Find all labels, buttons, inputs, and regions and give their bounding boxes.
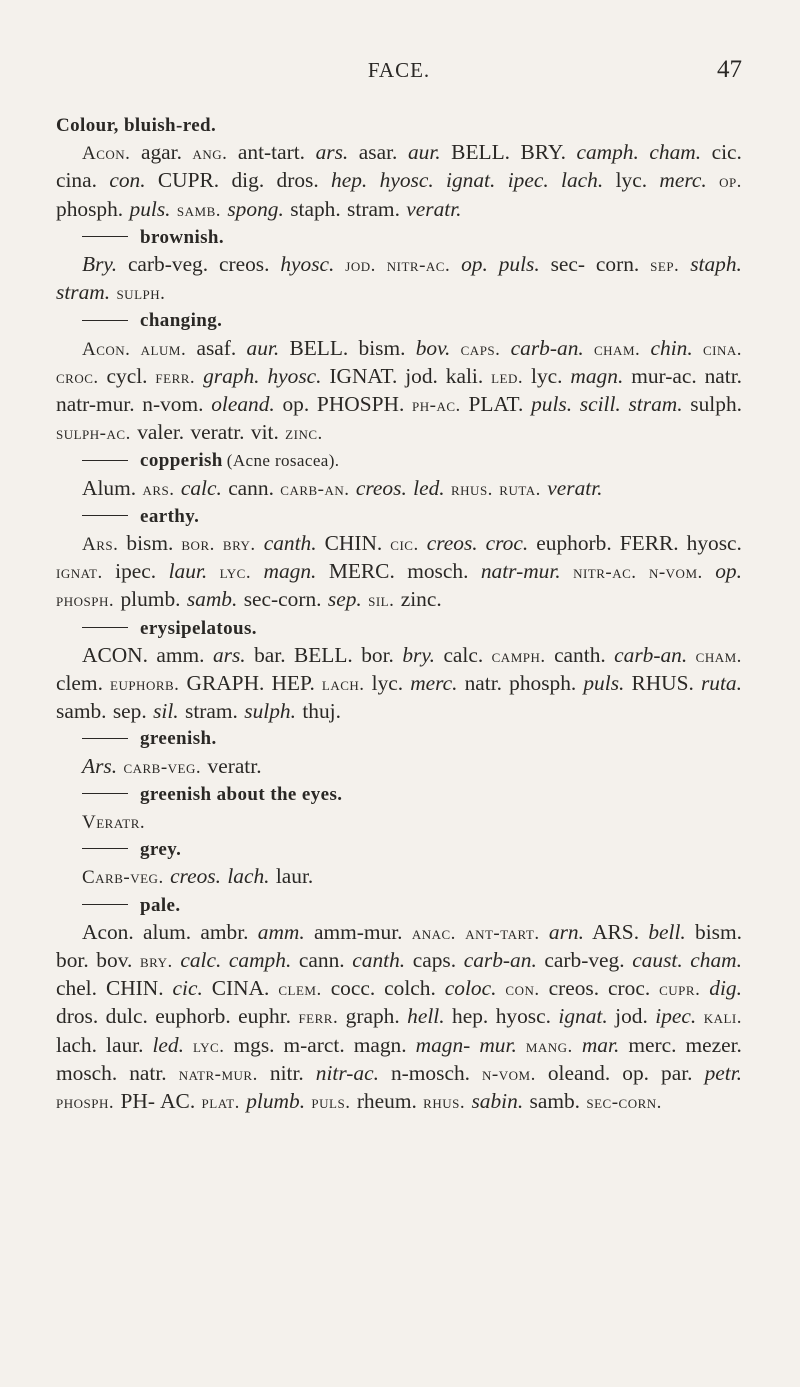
remedy-name: kali.: [445, 363, 484, 388]
remedy-name: veratr.: [207, 753, 262, 778]
rubric-heading-text: changing.: [140, 310, 223, 332]
page-header: [56, 58, 742, 98]
remedy-name: ignat.: [446, 168, 496, 193]
remedy-name: ant-tart.: [465, 922, 540, 944]
remedy-name: anac.: [411, 922, 456, 944]
remedy-name: op.: [622, 1060, 650, 1085]
remedy-name: par.: [661, 1060, 693, 1085]
rubric-section: [56, 615, 742, 726]
remedy-name: CHIN.: [324, 530, 383, 555]
remedy-name: BELL.: [451, 140, 510, 165]
remedy-name: bell.: [648, 919, 686, 944]
remedy-name: staph.: [690, 251, 742, 276]
remedy-name: euphr.: [238, 1004, 292, 1029]
remedy-name: carb-veg.: [544, 947, 625, 972]
remedy-name: n-vom.: [482, 1063, 536, 1085]
remedy-name: Acon.: [82, 338, 131, 360]
remedy-name: phosph.: [56, 590, 115, 612]
remedy-name: croc.: [485, 530, 529, 555]
remedy-name: carb-an.: [510, 335, 584, 360]
remedy-name: plumb.: [246, 1088, 306, 1113]
remedy-name: lach.: [561, 168, 604, 193]
repertory-text: [56, 112, 742, 1116]
remedy-name: asar.: [358, 140, 398, 165]
remedy-name: veratr.: [190, 420, 245, 445]
remedy-name: jod.: [345, 254, 376, 276]
remedy-name: Ars.: [82, 533, 119, 555]
remedy-name: jod.: [615, 1004, 648, 1029]
remedy-name: petr.: [704, 1060, 742, 1085]
rubric-note: (Acne rosacea).: [226, 451, 340, 471]
remedy-name: bor.: [361, 642, 394, 667]
remedy-name: sulph.: [116, 283, 166, 305]
remedy-name: scill.: [579, 391, 621, 416]
remedy-name: spong.: [227, 196, 284, 221]
remedy-name: mosch.: [407, 559, 469, 584]
remedy-name: carb-an.: [614, 642, 688, 667]
remedy-name: FERR.: [619, 530, 679, 555]
remedy-name: hyosc.: [267, 363, 322, 388]
remedy-name: puls.: [583, 670, 625, 695]
remedy-name: amm-mur.: [314, 919, 403, 944]
remedy-name: lach.: [321, 673, 365, 695]
remedy-name: carb-an.: [280, 478, 350, 500]
remedy-name: Ars.: [82, 753, 118, 778]
remedy-name: stram.: [628, 391, 683, 416]
remedy-name: carb-veg.: [123, 756, 202, 778]
remedy-name: canth.: [263, 530, 317, 555]
rubric-heading: [56, 892, 742, 919]
remedy-name: samb.: [176, 199, 221, 221]
remedy-name: laur.: [168, 559, 208, 584]
remedy-name: camph.: [576, 140, 639, 165]
remedy-name: caps.: [412, 947, 457, 972]
remedy-name: calc.: [180, 947, 222, 972]
remedy-name: lach.: [56, 1032, 97, 1057]
remedy-name: bar.: [254, 642, 286, 667]
remedy-name: CINA.: [211, 976, 270, 1001]
remedy-name: hyosc.: [686, 530, 742, 555]
remedy-name: hyosc.: [495, 1004, 551, 1029]
remedy-name: staph.: [290, 196, 341, 221]
remedy-name: hep.: [331, 168, 368, 193]
remedy-name: creos.: [355, 475, 407, 500]
remedy-name: hyosc.: [379, 168, 434, 193]
remedy-name: caust.: [632, 947, 683, 972]
remedy-name: rheum.: [356, 1088, 417, 1113]
remedy-name: n-mosch.: [390, 1060, 470, 1085]
remedy-list: [56, 530, 742, 615]
remedy-name: magn.: [263, 559, 317, 584]
remedy-name: bov.: [96, 947, 133, 972]
remedy-name: PH-: [120, 1088, 155, 1113]
remedy-name: chel.: [56, 976, 97, 1001]
rubric-heading-text: earthy.: [140, 505, 200, 527]
remedy-name: cic.: [390, 533, 419, 555]
rubric-section: [56, 503, 742, 615]
remedy-name: ph-ac.: [412, 394, 461, 416]
remedy-name: bism.: [695, 919, 742, 944]
rubric-heading: [56, 112, 742, 139]
remedy-name: oleand.: [211, 391, 275, 416]
rubric-heading: [56, 307, 742, 334]
remedy-name: kali.: [703, 1007, 743, 1029]
remedy-name: cic.: [711, 140, 742, 165]
remedy-list: [56, 808, 742, 836]
remedy-list: [56, 863, 742, 891]
remedy-name: ang.: [192, 143, 228, 165]
remedy-name: mgs.: [233, 1032, 275, 1057]
remedy-list: [56, 251, 742, 307]
remedy-name: bor.: [181, 533, 215, 555]
remedy-name: amm.: [257, 919, 305, 944]
rubric-section: [56, 725, 742, 780]
remedy-name: mur-ac.: [631, 363, 697, 388]
running-title: FACE.: [367, 58, 431, 82]
remedy-name: BELL.: [293, 642, 353, 667]
remedy-name: samb.: [56, 699, 107, 724]
remedy-name: rhus.: [451, 478, 493, 500]
remedy-name: agar.: [140, 140, 182, 165]
remedy-name: natr-mur.: [480, 559, 561, 584]
rubric-heading: [56, 615, 742, 642]
remedy-name: canth.: [352, 947, 406, 972]
remedy-name: dros.: [276, 168, 319, 193]
remedy-name: zinc.: [285, 423, 323, 445]
remedy-name: hell.: [407, 1004, 445, 1029]
rubric-heading-text: erysipelatous.: [140, 617, 257, 639]
remedy-name: n-vom.: [648, 562, 703, 584]
remedy-name: corn.: [595, 251, 640, 276]
remedy-name: Acon.: [82, 919, 134, 944]
remedy-name: mang.: [525, 1035, 573, 1057]
remedy-name: led.: [491, 366, 524, 388]
remedy-name: Acon.: [82, 143, 131, 165]
remedy-name: nitr-ac.: [386, 254, 451, 276]
remedy-name: euphorb.: [536, 530, 612, 555]
remedy-name: dulc.: [105, 1004, 148, 1029]
rubric-heading-text: brownish.: [140, 226, 225, 248]
remedy-name: magn.: [570, 363, 624, 388]
remedy-name: oleand.: [547, 1060, 611, 1085]
remedy-name: cham.: [690, 947, 742, 972]
remedy-name: ACON.: [82, 642, 148, 667]
rubric-section: [56, 112, 742, 224]
rubric-heading: [56, 224, 742, 251]
remedy-name: ant-tart.: [237, 140, 306, 165]
rubric-heading-text: greenish.: [140, 728, 217, 750]
remedy-name: cocc.: [330, 976, 376, 1001]
remedy-name: merc.: [628, 1032, 677, 1057]
remedy-name: led.: [152, 1032, 184, 1057]
remedy-name: ferr.: [155, 366, 196, 388]
rubric-heading-text: greenish about the eyes.: [140, 783, 343, 805]
remedy-name: ignat.: [558, 1004, 608, 1029]
remedy-name: laur.: [106, 1032, 144, 1057]
remedy-name: op.: [461, 251, 488, 276]
remedy-list: [56, 335, 742, 448]
remedy-name: lyc.: [219, 562, 252, 584]
remedy-name: cina.: [702, 338, 742, 360]
remedy-name: alum.: [140, 338, 187, 360]
remedy-name: sec-: [550, 251, 586, 276]
remedy-name: calc.: [180, 475, 222, 500]
rubric-heading: [56, 781, 742, 808]
remedy-name: puls.: [311, 1091, 351, 1113]
remedy-name: natr.: [464, 670, 503, 695]
remedy-name: sep.: [650, 254, 680, 276]
remedy-name: ipec.: [115, 559, 157, 584]
remedy-name: coloc.: [444, 976, 497, 1001]
remedy-name: cham.: [695, 645, 742, 667]
remedy-name: colch.: [384, 976, 436, 1001]
remedy-name: sec-corn.: [243, 587, 322, 612]
remedy-name: stram.: [185, 699, 238, 724]
remedy-name: samb.: [529, 1088, 581, 1113]
remedy-name: ignat.: [56, 562, 103, 584]
remedy-name: HEP.: [271, 670, 315, 695]
remedy-name: camph.: [228, 947, 292, 972]
remedy-name: thuj.: [302, 699, 341, 724]
remedy-name: ferr.: [298, 1007, 339, 1029]
remedy-name: carb-an.: [463, 947, 537, 972]
remedy-name: CHIN.: [105, 976, 164, 1001]
remedy-name: Bry.: [82, 251, 118, 276]
remedy-name: stram.: [56, 280, 111, 305]
remedy-name: mur.: [479, 1032, 517, 1057]
rubric-section: [56, 892, 742, 1117]
remedy-name: Alum.: [82, 475, 137, 500]
remedy-list: [56, 642, 742, 726]
remedy-list: [56, 475, 742, 503]
remedy-name: bism.: [126, 530, 174, 555]
rubric-heading: [56, 836, 742, 863]
remedy-name: lyc.: [615, 168, 648, 193]
remedy-name: sep.: [112, 699, 147, 724]
remedy-name: euphorb.: [155, 1004, 231, 1029]
remedy-name: led.: [413, 475, 445, 500]
remedy-name: arn.: [548, 919, 584, 944]
rubric-heading-text: pale.: [140, 894, 181, 916]
remedy-name: bov.: [415, 335, 451, 360]
remedy-name: PHOSPH.: [316, 391, 405, 416]
remedy-name: phosph.: [509, 670, 577, 695]
remedy-name: alum.: [142, 919, 192, 944]
rubric-section: [56, 781, 742, 836]
remedy-name: vit.: [250, 420, 279, 445]
remedy-name: mosch.: [56, 1060, 118, 1085]
remedy-name: sabin.: [471, 1088, 524, 1113]
rubric-heading: [56, 503, 742, 530]
remedy-name: GRAPH.: [186, 670, 265, 695]
remedy-name: cann.: [298, 947, 345, 972]
remedy-name: mar.: [581, 1032, 620, 1057]
remedy-name: phosph.: [56, 196, 124, 221]
remedy-name: samb.: [186, 587, 238, 612]
remedy-name: sec-corn.: [586, 1091, 662, 1113]
remedy-name: camph.: [491, 645, 546, 667]
remedy-name: IGNAT.: [329, 363, 398, 388]
remedy-name: plat.: [201, 1091, 240, 1113]
remedy-name: euphorb.: [110, 673, 180, 695]
remedy-name: merc.: [659, 168, 707, 193]
remedy-name: MERC.: [328, 559, 395, 584]
remedy-name: veratr.: [406, 196, 462, 221]
remedy-name: hyosc.: [280, 251, 335, 276]
remedy-name: con.: [109, 168, 146, 193]
remedy-name: plumb.: [120, 587, 181, 612]
remedy-name: ARS.: [592, 919, 640, 944]
remedy-name: clem.: [56, 670, 103, 695]
remedy-name: phosph.: [56, 1091, 115, 1113]
remedy-name: ars.: [315, 140, 349, 165]
remedy-name: cann.: [228, 475, 274, 500]
remedy-name: BELL.: [289, 335, 349, 360]
remedy-name: AC.: [160, 1088, 196, 1113]
remedy-name: creos.: [170, 864, 221, 889]
remedy-name: nitr.: [269, 1060, 304, 1085]
remedy-list: [56, 139, 742, 224]
remedy-name: amm.: [156, 642, 205, 667]
remedy-name: magn-: [415, 1032, 471, 1057]
remedy-name: ars.: [212, 642, 246, 667]
rubric-heading-text: Colour, bluish-red.: [56, 115, 217, 136]
remedy-name: croc.: [608, 976, 651, 1001]
remedy-name: dig.: [231, 168, 265, 193]
rubric-section: [56, 224, 742, 308]
remedy-name: op.: [719, 171, 742, 193]
remedy-name: puls.: [129, 196, 171, 221]
remedy-name: cupr.: [659, 979, 701, 1001]
remedy-name: asaf.: [196, 335, 237, 360]
remedy-name: dig.: [709, 976, 742, 1001]
remedy-name: ambr.: [200, 919, 249, 944]
remedy-list: [56, 919, 742, 1116]
remedy-name: sulph.: [244, 699, 296, 724]
remedy-name: calc.: [443, 642, 484, 667]
remedy-name: veratr.: [547, 475, 603, 500]
remedy-name: creos.: [426, 530, 478, 555]
remedy-name: cina.: [56, 168, 97, 193]
remedy-name: natr-mur.: [56, 391, 135, 416]
remedy-name: creos.: [218, 251, 270, 276]
remedy-name: natr.: [704, 363, 743, 388]
remedy-name: nitr-ac.: [573, 562, 637, 584]
remedy-name: natr-mur.: [178, 1063, 258, 1085]
remedy-name: RHUS.: [631, 670, 694, 695]
remedy-name: Veratr.: [82, 811, 146, 833]
remedy-name: PLAT.: [468, 391, 524, 416]
remedy-name: carb-veg.: [127, 251, 209, 276]
remedy-name: stram.: [347, 196, 400, 221]
remedy-name: croc.: [56, 366, 99, 388]
remedy-name: Carb-veg.: [82, 867, 164, 889]
remedy-name: con.: [505, 979, 540, 1001]
remedy-name: caps.: [460, 338, 501, 360]
remedy-name: natr.: [129, 1060, 167, 1085]
remedy-name: sil.: [368, 590, 395, 612]
remedy-name: rhus.: [423, 1091, 466, 1113]
remedy-name: cic.: [172, 976, 203, 1001]
remedy-name: bry.: [222, 533, 256, 555]
remedy-name: bry.: [402, 642, 436, 667]
remedy-name: zinc.: [400, 587, 442, 612]
remedy-name: puls.: [531, 391, 573, 416]
rubric-section: [56, 836, 742, 891]
remedy-name: bry.: [139, 950, 173, 972]
remedy-name: n-vom.: [142, 391, 204, 416]
remedy-name: sil.: [153, 699, 179, 724]
remedy-name: canth.: [554, 642, 606, 667]
remedy-name: graph.: [203, 363, 260, 388]
remedy-name: sep.: [327, 587, 362, 612]
remedy-name: clem.: [278, 979, 322, 1001]
remedy-name: aur.: [246, 335, 280, 360]
rubric-heading: [56, 447, 742, 474]
remedy-name: hep.: [452, 1004, 489, 1029]
remedy-name: bism.: [358, 335, 406, 360]
rubric-section: [56, 307, 742, 447]
remedy-name: laur.: [275, 864, 314, 889]
remedy-name: lyc.: [371, 670, 404, 695]
remedy-name: nitr-ac.: [315, 1060, 379, 1085]
rubric-heading-text: grey.: [140, 839, 182, 861]
remedy-name: cycl.: [106, 363, 148, 388]
remedy-name: dros.: [56, 1004, 99, 1029]
remedy-name: ipec.: [655, 1004, 697, 1029]
remedy-name: CUPR.: [157, 168, 220, 193]
remedy-name: sulph.: [690, 391, 742, 416]
page-number: 47: [717, 56, 742, 83]
remedy-name: op.: [715, 559, 742, 584]
remedy-name: aur.: [407, 140, 441, 165]
remedy-name: lyc.: [531, 363, 563, 388]
remedy-name: ruta.: [700, 670, 742, 695]
remedy-list: [56, 753, 742, 781]
remedy-name: puls.: [498, 251, 540, 276]
remedy-name: magn.: [353, 1032, 407, 1057]
remedy-name: ars.: [142, 478, 175, 500]
remedy-name: cham.: [649, 140, 702, 165]
remedy-name: ruta.: [499, 478, 541, 500]
remedy-name: BRY.: [520, 140, 566, 165]
remedy-name: sulph-ac.: [56, 423, 131, 445]
remedy-name: op.: [282, 391, 310, 416]
remedy-name: mezer.: [685, 1032, 742, 1057]
remedy-name: lyc.: [193, 1035, 225, 1057]
remedy-name: valer.: [137, 420, 185, 445]
remedy-name: bor.: [56, 947, 89, 972]
remedy-name: merc.: [410, 670, 458, 695]
remedy-name: jod.: [405, 363, 438, 388]
remedy-name: ipec.: [507, 168, 549, 193]
rubric-heading: [56, 725, 742, 752]
remedy-name: m-arct.: [283, 1032, 345, 1057]
remedy-name: cham.: [594, 338, 641, 360]
rubric-heading-text: copperish: [140, 450, 223, 472]
remedy-name: chin.: [650, 335, 693, 360]
remedy-name: graph.: [345, 1004, 400, 1029]
rubric-section: [56, 447, 742, 502]
remedy-name: creos.: [548, 976, 600, 1001]
remedy-name: lach.: [227, 864, 270, 889]
